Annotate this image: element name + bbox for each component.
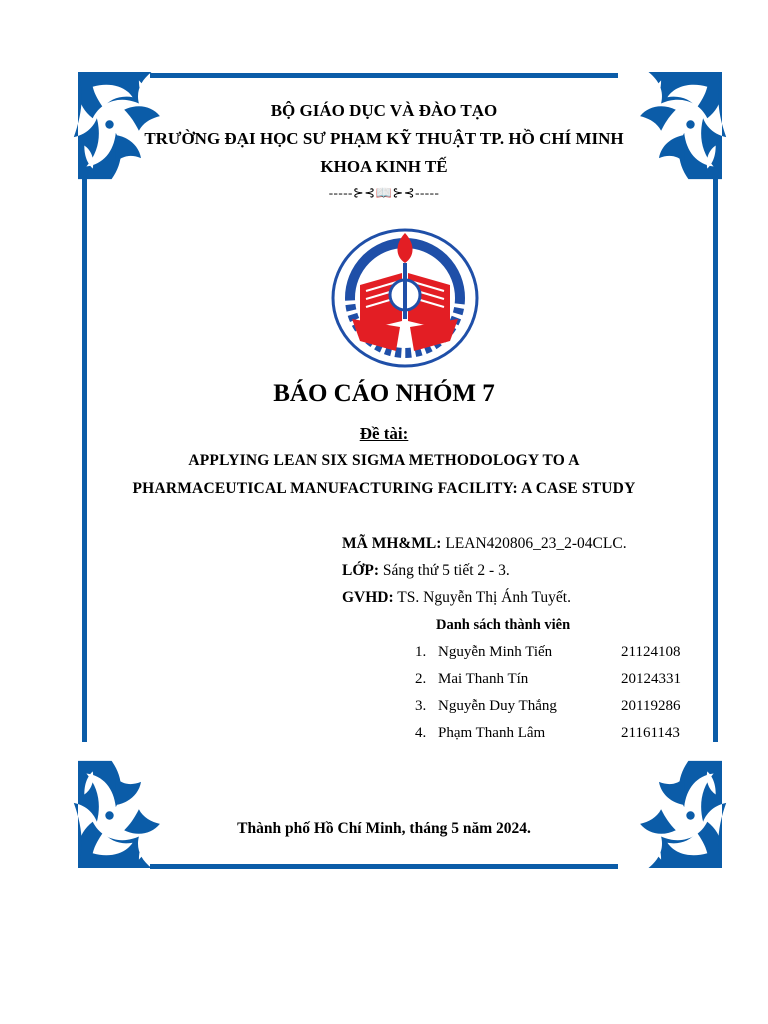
ornamental-divider: -----⊱⊰📖⊱⊰-----	[328, 185, 440, 200]
ornamental-corner-icon	[74, 761, 160, 868]
members-list-title: Danh sách thành viên	[436, 617, 571, 633]
ministry-name: BỘ GIÁO DỤC VÀ ĐÀO TẠO	[270, 101, 498, 120]
advisor-line	[342, 589, 571, 607]
advisor-value: TS. Nguyễn Thị Ánh Tuyết.	[397, 589, 571, 606]
member-row	[415, 725, 695, 745]
member-number: 1.	[415, 644, 427, 660]
member-number: 4.	[415, 725, 427, 741]
member-number: 3.	[415, 698, 427, 714]
course-code-label: MÃ MH&ML:	[342, 535, 442, 552]
member-student-id: 21124108	[621, 644, 681, 660]
member-name: Nguyễn Minh Tiến	[438, 644, 553, 660]
member-row	[415, 698, 695, 718]
advisor-label: GVHD:	[342, 589, 394, 606]
faculty-name: KHOA KINH TẾ	[320, 157, 448, 176]
member-row	[415, 644, 695, 664]
member-name: Nguyễn Duy Thắng	[438, 698, 557, 714]
member-student-id: 21161143	[621, 725, 680, 741]
topic-title-line: APPLYING LEAN SIX SIGMA METHODOLOGY TO A	[188, 452, 580, 469]
member-student-id: 20119286	[621, 698, 681, 714]
member-student-id: 20124331	[621, 671, 681, 687]
class-label: LỚP:	[342, 562, 380, 579]
topic-label: Đề tài:	[359, 424, 409, 443]
report-title: BÁO CÁO NHÓM 7	[273, 380, 495, 407]
member-number: 2.	[415, 671, 427, 687]
place-and-date: Thành phố Hồ Chí Minh, tháng 5 năm 2024.	[237, 820, 531, 837]
university-emblem-icon	[330, 223, 480, 368]
topic-title-line: PHARMACEUTICAL MANUFACTURING FACILITY: A CASE STUDY	[132, 480, 636, 497]
member-name: Phạm Thanh Lâm	[438, 725, 546, 741]
class-value: Sáng thứ 5 tiết 2 - 3.	[382, 562, 510, 579]
member-row	[415, 671, 695, 691]
course-code-value: LEAN420806_23_2-04CLC.	[445, 535, 627, 552]
ornamental-corner-icon	[640, 761, 726, 868]
member-name: Mai Thanh Tín	[438, 671, 529, 687]
university-name: TRƯỜNG ĐẠI HỌC SƯ PHẠM KỸ THUẬT TP. HỒ CHÍ MINH	[144, 129, 624, 148]
class-line	[342, 562, 510, 580]
course-code-line	[342, 535, 627, 553]
